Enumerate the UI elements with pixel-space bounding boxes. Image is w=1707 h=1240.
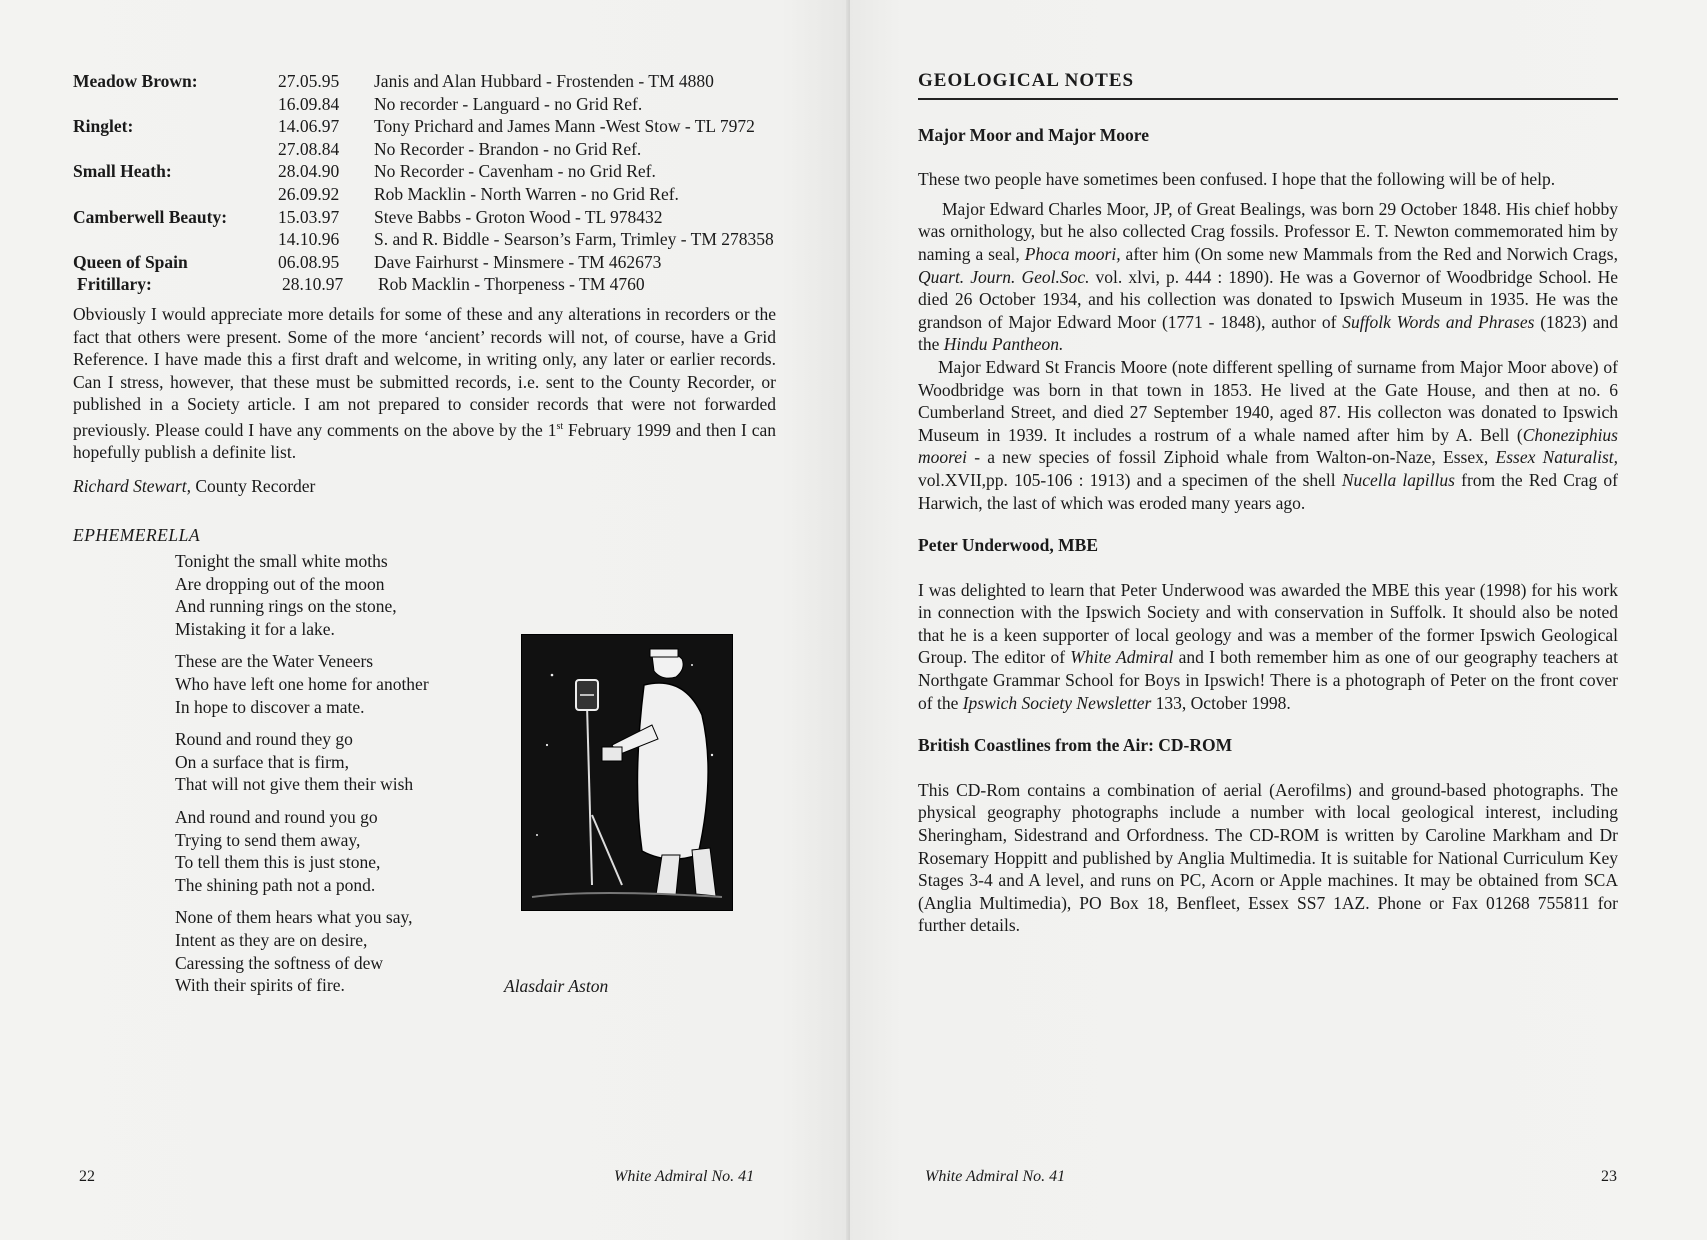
record-details: Rob Macklin - North Warren - no Grid Ref. <box>374 183 679 204</box>
section-title: GEOLOGICAL NOTES <box>918 70 1618 100</box>
running-footer-right: White Admiral No. 41 <box>925 1168 1066 1185</box>
record-species <box>73 228 278 251</box>
poem-line: In hope to discover a mate. <box>175 696 365 717</box>
poem-line: And running rings on the stone, <box>175 596 397 617</box>
article-paragraph-moore: Major Edward St Francis Moore (note different spelling of surname from Major Moor above) of Woodbridge was born in that town in 1853. He lived at the Gate House, and then at no. 6 Cumberland Street, and died 27 September 1940, aged 87. His collecton was donated to Ipswich Museum in 1939. It includes a rostrum of a whale named after him by A. Bell (Choneziphius moorei - a new species of fossil Ziphoid whale from Walton-on-Naze, Essex, Essex Naturalist, vol.XVII,pp. 105-106 : 1913) and a specimen of the shell Nucella lapillus from the Red Crag of Harwich, the last of which was eroded many years ago. <box>918 356 1619 513</box>
poem-line: None of them hears what you say, <box>175 907 413 928</box>
poem-stanza <box>175 550 776 640</box>
article-paragraph-underwood: I was delighted to learn that Peter Underwood was awarded the MBE this year (1998) for his work in connection with the Ipswich Society and with conservation in Suffolk. It should also be noted that he is a keen supporter of local geology and was a member of the former Ipswich Geological Group. The editor of White Admiral and I both remember him as one of our geography teachers at Northgate Grammar School for Boys in Ipswich! There is a photograph of Peter on the front cover of the Ipswich Society Newsletter 133, October 1998. <box>918 579 1618 713</box>
article-heading-underwood: Peter Underwood, MBE <box>918 535 1098 556</box>
running-footer-left: White Admiral No. 41 <box>614 1168 755 1185</box>
page-number-right: 23 <box>1601 1168 1617 1185</box>
record-row <box>73 273 776 296</box>
poem-line: Who have left one home for another <box>175 674 429 695</box>
record-species <box>73 183 278 206</box>
record-row <box>73 115 776 138</box>
record-row <box>73 206 776 229</box>
left-page <box>0 0 850 1240</box>
record-date: 27.08.84 <box>278 138 340 159</box>
record-row <box>73 183 776 206</box>
page-number-left: 22 <box>79 1168 95 1185</box>
record-date: 26.09.92 <box>278 183 340 204</box>
record-species: Ringlet: <box>73 116 134 137</box>
record-row <box>73 251 776 274</box>
poem-line: On a surface that is firm, <box>175 751 349 772</box>
record-date: 16.09.84 <box>278 93 340 114</box>
record-details: Tony Prichard and James Mann -West Stow - TL 7972 <box>374 116 755 137</box>
record-details: S. and R. Biddle - Searson’s Farm, Trimley - TM 278358 <box>374 229 774 250</box>
record-species <box>73 138 278 161</box>
record-details: Janis and Alan Hubbard - Frostenden - TM 4880 <box>374 71 714 91</box>
poem-stanza <box>175 906 776 996</box>
records-list <box>73 70 776 296</box>
record-details: Dave Fairhurst - Minsmere - TM 462673 <box>374 251 662 272</box>
right-page-content <box>918 70 1618 937</box>
poem-line: Mistaking it for a lake. <box>175 618 335 639</box>
record-row <box>73 138 776 161</box>
record-date: 06.08.95 <box>278 251 340 272</box>
record-row <box>73 70 776 93</box>
record-details: Rob Macklin - Thorpeness - TM 4760 <box>378 274 645 295</box>
record-species: Small Heath: <box>73 161 172 182</box>
record-row <box>73 93 776 116</box>
record-date: 14.06.97 <box>278 116 340 137</box>
record-row <box>73 228 776 251</box>
records-comment-paragraph: Obviously I would appreciate more details for some of these and any alterations in recorders or the fact that others were present. Some of the more ‘ancient’ records will not, of course, have a Grid Reference. I have made this a first draft and welcome, in writing only, any later or earlier records. Can I stress, however, that these must be submitted records, i.e. sent to the County Recorder, or published in a Society article. I am not prepared to consider records that were not forwarded previously. Please could I have any comments on the above by the 1st February 1999 and then I can hopefully publish a definite list. <box>73 303 776 463</box>
record-details: No recorder - Languard - no Grid Ref. <box>374 93 643 114</box>
article-heading-major-moor: Major Moor and Major Moore <box>918 124 1150 145</box>
moth-hunter-illustration <box>521 634 733 911</box>
record-details: No Recorder - Cavenham - no Grid Ref. <box>374 161 656 182</box>
poem-line: That will not give them their wish <box>175 774 414 795</box>
record-species: Fritillary: <box>77 274 152 295</box>
signoff <box>73 475 776 498</box>
poem-line: Trying to send them away, <box>175 829 361 850</box>
poem-line: Intent as they are on desire, <box>175 930 368 951</box>
poem-block <box>73 550 776 997</box>
poem-title: EPHEMERELLA <box>73 524 201 545</box>
poem-line: Round and round they go <box>175 729 353 750</box>
article-intro: These two people have sometimes been confused. I hope that the following will be of help. <box>918 169 1556 190</box>
record-species: Camberwell Beauty: <box>73 206 228 227</box>
record-details: No Recorder - Brandon - no Grid Ref. <box>374 138 642 159</box>
signoff-role: County Recorder <box>190 475 316 496</box>
poem-line: And round and round you go <box>175 807 378 828</box>
record-row <box>73 160 776 183</box>
poem-line: The shining path not a pond. <box>175 874 376 895</box>
poem-line: Caressing the softness of dew <box>175 952 384 973</box>
record-details: Steve Babbs - Groton Wood - TL 978432 <box>374 206 663 227</box>
record-species <box>73 93 278 116</box>
article-heading-cdrom: British Coastlines from the Air: CD-ROM <box>918 735 1233 756</box>
poem-line: These are the Water Veneers <box>175 651 374 672</box>
record-species: Meadow Brown: <box>73 71 198 91</box>
left-page-content <box>73 70 776 1007</box>
record-date: 14.10.96 <box>278 229 340 250</box>
poem-author: Alasdair Aston <box>504 976 609 997</box>
record-date: 15.03.97 <box>278 206 340 227</box>
record-date: 28.04.90 <box>278 161 340 182</box>
record-date: 27.05.95 <box>278 71 340 91</box>
poem-line: To tell them this is just stone, <box>175 852 381 873</box>
signoff-name: Richard Stewart, <box>73 475 191 496</box>
poem-line: Are dropping out of the moon <box>175 573 385 594</box>
article-paragraph-cdrom: This CD-Rom contains a combination of aerial (Aerofilms) and ground-based photographs. The physical geography photographs include a number with local geological interest, including Sheringham, Sidestrand and Orfordness. The CD-ROM is written by Caroline Markham and Dr Rosemary Hoppitt and published by Anglia Multimedia. It is suitable for National Curriculum Key Stages 3-4 and A level, and runs on PC, Acorn or Apple machines. It may be obtained from SCA (Anglia Multimedia), PO Box 18, Benfleet, Essex SS7 1AZ. Phone or Fax 01268 755811 for further details. <box>918 779 1618 936</box>
record-date: 28.10.97 <box>282 274 344 295</box>
article-paragraph-moor: Major Edward Charles Moor, JP, of Great Bealings, was born 29 October 1848. His chief hobby was ornithology, but he also collected Crag fossils. Professor E. T. Newton commemorated him by naming a seal, Phoca moori, after him (On some new Mammals from the Red and Norwich Crags, Quart. Journ. Geol.Soc. vol. xlvi, p. 444 : 1890). He was a Governor of Woodbridge School. He died 26 October 1934, and his collection was donated to Ipswich Museum in 1935. He was the grandson of Major Edward Moor (1771 - 1848), author of Suffolk Words and Phrases (1823) and the Hindu Pantheon. <box>918 198 1618 355</box>
poem-line: Tonight the small white moths <box>175 551 388 572</box>
record-species: Queen of Spain <box>73 251 188 272</box>
poem-line: With their spirits of fire. <box>175 975 345 996</box>
